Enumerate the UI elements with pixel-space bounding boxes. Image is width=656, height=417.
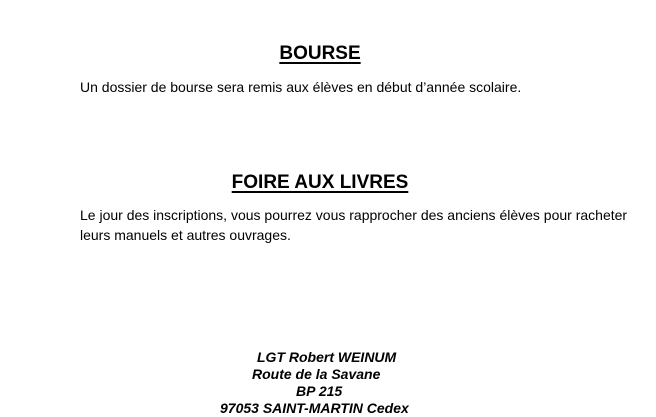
- address-line-street: Route de la Savane: [252, 366, 381, 382]
- section-heading-foire-aux-livres: FOIRE AUX LIVRES: [231, 172, 409, 193]
- section-heading-bourse: BOURSE: [279, 43, 361, 64]
- address-line-city: 97053 SAINT-MARTIN Cedex: [220, 400, 409, 416]
- section-text-foire-aux-livres: Le jour des inscriptions, vous pourrez vous rapprocher des anciens élèves pour racheter leurs manuels et autres ouvrages.: [80, 207, 628, 243]
- section-text-bourse: Un dossier de bourse sera remis aux élèves en début d’année scolaire.: [80, 79, 522, 95]
- address-line-school-name: LGT Robert WEINUM: [257, 349, 397, 365]
- address-line-po-box: BP 215: [296, 383, 343, 399]
